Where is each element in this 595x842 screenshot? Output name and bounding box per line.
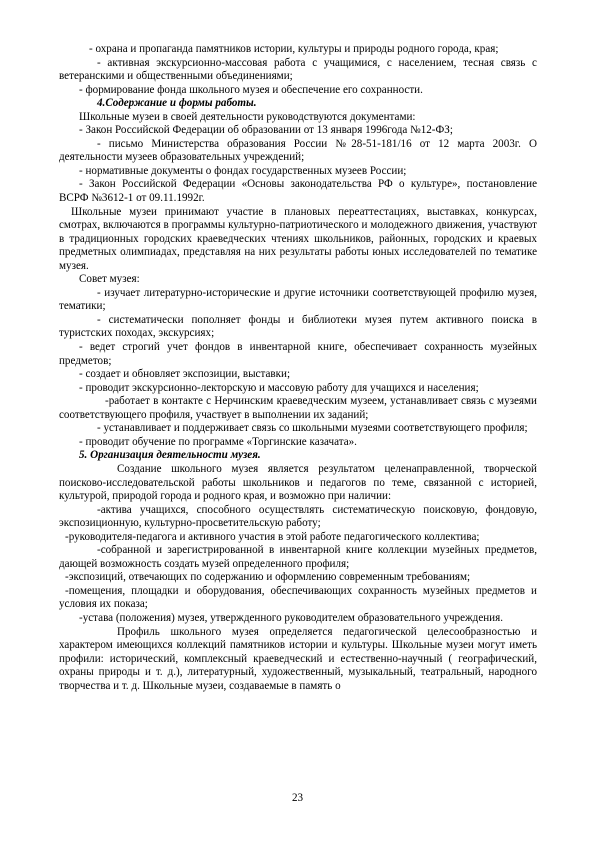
paragraph: -помещения, площадки и оборудования, обеспечивающих сохранность музейных предметов и условия их показа; xyxy=(59,584,537,611)
paragraph: -собранной и зарегистрированной в инвентарной книге коллекции музейных предметов, дающей возможность создать музей определенного профиля; xyxy=(59,544,537,570)
paragraph: - нормативные документы о фондах государственных музеев России; xyxy=(79,164,407,177)
paragraph: - устанавливает и поддерживает связь со школьными музеями соответствующего профиля; xyxy=(97,422,528,435)
paragraph: Профиль школьного музея определяется педагогической целесообразностью и характером имеющихся коллекций памятников истории и культуры. Школьные музеи могут иметь профили: исторический, комплексный краеведческий и естественно-научный ( географический, охраны природы и т. д.), литературный, художественный, музыкальный, театральный, народного творчества и т. д. Школьные музеи, создаваемые в память о xyxy=(59,625,537,692)
paragraph: - активная экскурсионно-массовая работа с учащимися, с населением, тесная связь с ветеранскими и общественными объединениями; xyxy=(59,56,537,83)
paragraph: - Закон Российской Федерации «Основы законодательства РФ о культуре», постановление ВСРФ №3612-1 от 09.11.1992г. xyxy=(59,178,537,205)
paragraph: -руководителя-педагога и активного участия в этой работе педагогического коллектива; xyxy=(65,530,480,543)
paragraph: Школьные музеи в своей деятельности руководствуются документами: xyxy=(79,110,416,123)
paragraph: - формирование фонда школьного музея и обеспечение его сохранности. xyxy=(79,83,423,96)
page-body xyxy=(59,43,537,693)
paragraph: -экспозиций, отвечающих по содержанию и оформлению современным требованиям; xyxy=(65,571,471,584)
paragraph: - создает и обновляет экспозиции, выставки; xyxy=(79,368,291,381)
page-number: 23 xyxy=(291,792,304,804)
paragraph: - проводит экскурсионно-лекторскую и массовую работу для учащихся и населения; xyxy=(79,381,479,394)
paragraph: - охрана и пропаганда памятников истории, культуры и природы родного города, края; xyxy=(89,43,499,55)
paragraph: Создание школьного музея является результатом целенаправленной, творческой поисково-исследовательской работы школьников и педагогов по теме, связанной с историей, культурой, природой города и родного края, и возможно при наличии: xyxy=(59,462,537,503)
paragraph: - изучает литературно-исторические и другие источники соответствующей профилю музея, тематики; xyxy=(59,286,537,313)
paragraph: - систематически пополняет фонды и библиотеки музея путем активного поиска в туристских походах, экскурсиях; xyxy=(59,313,537,340)
paragraph: -работает в контакте с Нерчинским краеведческим музеем, устанавливает связь с музеями соответствующего профиля, участвует в выполнении их заданий; xyxy=(59,395,537,421)
paragraph: Совет музея: xyxy=(79,273,140,286)
section-heading: 5. Организация деятельности музея. xyxy=(79,449,261,462)
paragraph: -устава (положения) музея, утвержденного руководителем образовательного учреждения. xyxy=(79,611,503,624)
paragraph: -актива учащихся, способного осуществлять систематическую поисковую, фондовую, экспозиционную, культурно-просветительскую работу; xyxy=(59,503,537,530)
section-heading: 4.Содержание и формы работы. xyxy=(97,97,257,110)
paragraph: - ведет строгий учет фондов в инвентарной книге, обеспечивает сохранность музейных предметов; xyxy=(59,341,537,367)
paragraph: - проводит обучение по программе «Торгинские казачата». xyxy=(79,435,357,448)
paragraph: - письмо Министерства образования России №28-51-181/16 от 12 марта 2003г. О деятельности музеев образовательных учреждений; xyxy=(59,137,537,164)
paragraph: Школьные музеи принимают участие в плановых переаттестациях, выставках, конкурсах, смотрах, включаются в программы культурно-патриотического и молодежного движения, участвуют в традиционных городских краеведческих чтениях школьников, районных, городских и краевых предметных олимпиадах, представляя на них результаты работы юных исследователей по тематике музея. xyxy=(59,205,537,272)
paragraph: - Закон Российской Федерации об образовании от 13 января 1996года №12-ФЗ; xyxy=(79,124,453,137)
